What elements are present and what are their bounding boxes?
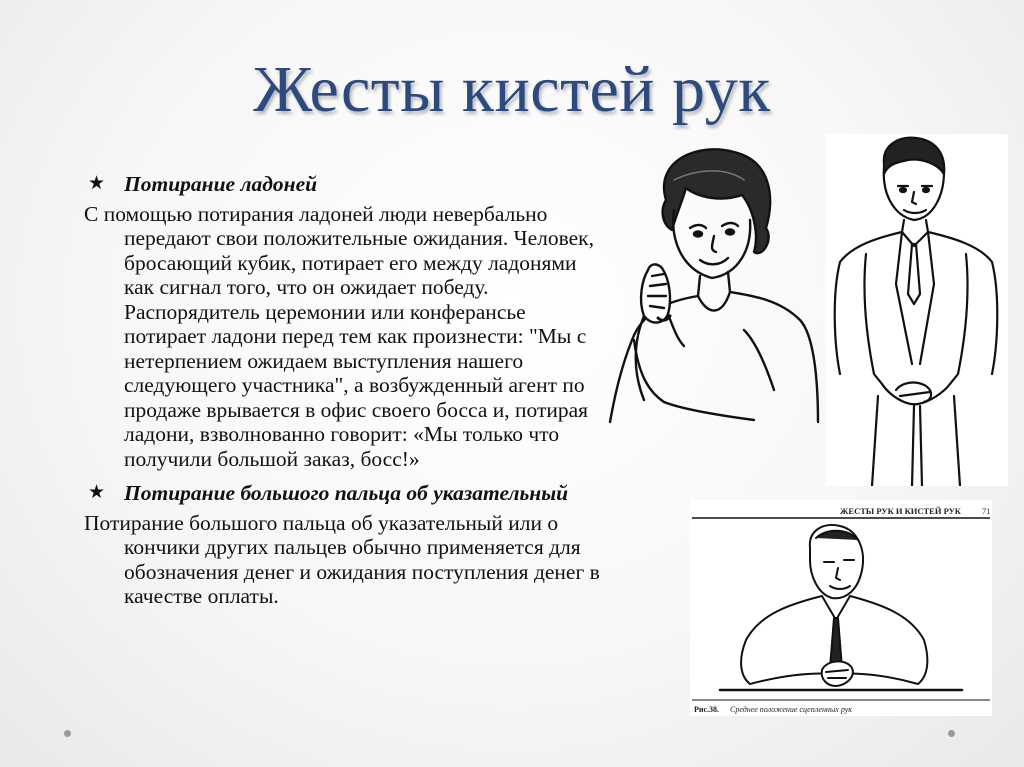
book-caption-number: Рис.38. — [694, 705, 720, 714]
section-heading — [84, 481, 604, 506]
book-page-number: 71 — [982, 506, 991, 516]
slide-title: Жесты кистей рук — [253, 53, 771, 126]
section-heading-text: Потирание большого пальца об указательный — [124, 481, 569, 505]
standing-man-illustration — [826, 134, 1008, 486]
section-body: Потирание большого пальца об указательный или о кончики других пальцев обычно применяется для обозначения денег и ожидания поступления денег в качестве оплаты. — [84, 510, 600, 608]
woman-illustration — [604, 140, 820, 425]
decor-dot — [64, 730, 71, 737]
book-header: ЖЕСТЫ РУК И КИСТЕЙ РУК — [840, 506, 961, 516]
star-icon: ★ — [88, 172, 106, 194]
section-body: С помощью потирания ладоней люди невербально передают свои положительные ожидания. Человек, бросающий кубик, потирает его между ладонями как сигнал того, что он ожидает победу. Распорядитель церемонии или конферансье потирает ладони перед тем как произнести: "Мы с нетерпением ожидаем выступления нашего следующего участника", а возбужденный агент по продаже врывается в офис своего босса и, потирая ладони, взволнованно говорит: «Мы только что получили большой заказ, босс!» — [84, 201, 594, 471]
section-heading-text: Потирание ладоней — [124, 172, 318, 196]
book-page-illustration — [690, 500, 992, 716]
decor-dot — [948, 730, 955, 737]
section-heading — [84, 172, 604, 197]
star-icon: ★ — [88, 481, 106, 503]
slide-content — [84, 172, 604, 615]
book-caption: Среднее положение сцепленных рук — [730, 705, 853, 714]
